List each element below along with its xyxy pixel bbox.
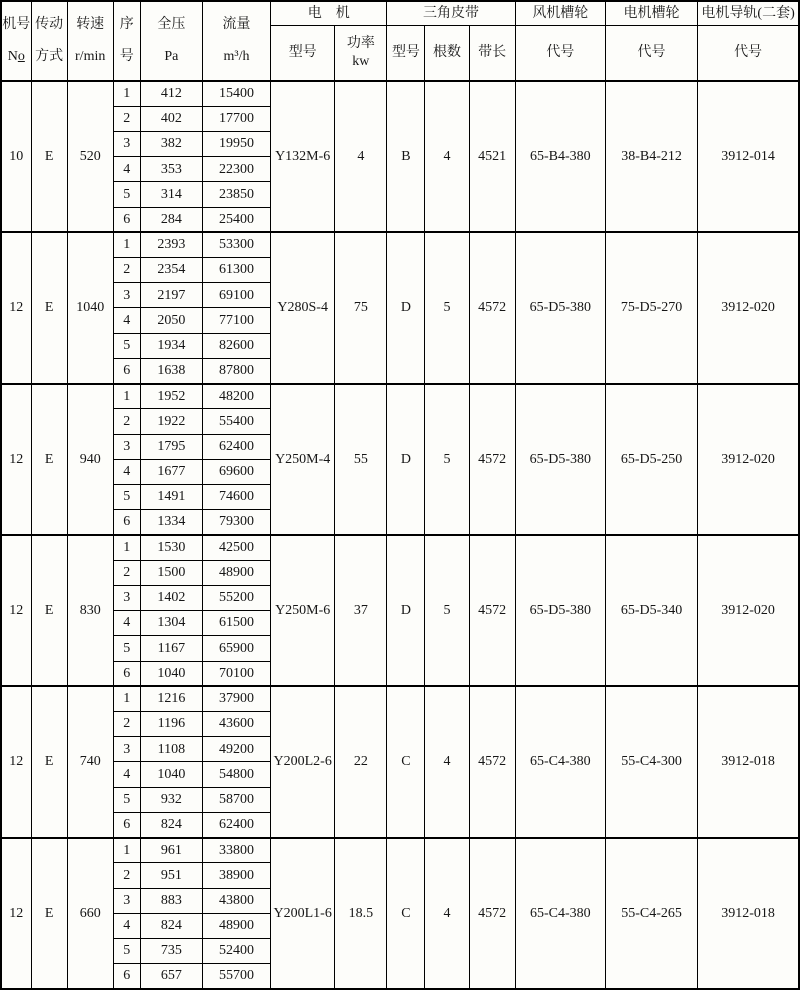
cell-motor-pulley-code: 38-B4-212: [605, 81, 697, 232]
cell-flow: 69100: [202, 283, 270, 308]
cell-speed: 1040: [67, 232, 113, 383]
cell-seq: 2: [113, 863, 140, 888]
cell-flow: 61300: [202, 258, 270, 283]
cell-belt-length: 4572: [469, 686, 515, 837]
cell-seq: 6: [113, 207, 140, 232]
cell-pressure: 1491: [140, 485, 202, 510]
cell-seq: 2: [113, 560, 140, 585]
table-body: [1, 81, 799, 989]
cell-flow: 15400: [202, 81, 270, 106]
cell-fan-pulley-code: 65-C4-380: [515, 838, 605, 989]
cell-seq: 2: [113, 106, 140, 131]
cell-speed: 740: [67, 686, 113, 837]
col-header-seq: 序 号: [113, 1, 140, 81]
cell-seq: 2: [113, 258, 140, 283]
cell-motor-pulley-code: 65-D5-250: [605, 384, 697, 535]
table-row: [1, 838, 799, 863]
cell-flow: 48900: [202, 913, 270, 938]
cell-pressure: 883: [140, 888, 202, 913]
cell-flow: 25400: [202, 207, 270, 232]
cell-seq: 4: [113, 308, 140, 333]
cell-pressure: 1167: [140, 636, 202, 661]
cell-motor-power: 4: [335, 81, 387, 232]
cell-motor-pulley-code: 65-D5-340: [605, 535, 697, 686]
cell-pressure: 412: [140, 81, 202, 106]
cell-seq: 5: [113, 485, 140, 510]
cell-belt-count: 4: [425, 686, 469, 837]
cell-belt-count: 4: [425, 81, 469, 232]
cell-belt-length: 4572: [469, 232, 515, 383]
cell-flow: 74600: [202, 485, 270, 510]
cell-pressure: 314: [140, 182, 202, 207]
cell-seq: 4: [113, 459, 140, 484]
cell-rail-code: 3912-020: [698, 384, 799, 535]
cell-machine-no: 12: [1, 535, 31, 686]
cell-seq: 1: [113, 384, 140, 409]
cell-flow: 38900: [202, 863, 270, 888]
cell-transmission: E: [31, 535, 67, 686]
cell-pressure: 1334: [140, 510, 202, 535]
cell-seq: 3: [113, 131, 140, 156]
cell-rail-code: 3912-020: [698, 232, 799, 383]
cell-pressure: 1922: [140, 409, 202, 434]
cell-machine-no: 12: [1, 686, 31, 837]
col-header-rail-code: 代号: [698, 25, 799, 81]
table-row: [1, 686, 799, 711]
cell-seq: 3: [113, 434, 140, 459]
cell-motor-model: Y132M-6: [271, 81, 335, 232]
col-header-belt-model: 型号: [387, 25, 425, 81]
cell-flow: 37900: [202, 686, 270, 711]
cell-flow: 42500: [202, 535, 270, 560]
cell-machine-no: 12: [1, 838, 31, 989]
cell-belt-model: D: [387, 232, 425, 383]
cell-machine-no: 10: [1, 81, 31, 232]
cell-belt-count: 4: [425, 838, 469, 989]
cell-transmission: E: [31, 838, 67, 989]
cell-seq: 3: [113, 888, 140, 913]
col-header-motor-model: 型号: [271, 25, 335, 81]
cell-flow: 65900: [202, 636, 270, 661]
cell-belt-model: D: [387, 384, 425, 535]
cell-flow: 62400: [202, 434, 270, 459]
cell-flow: 58700: [202, 787, 270, 812]
cell-pressure: 1108: [140, 737, 202, 762]
group-header-fan-pulley: 风机槽轮: [515, 1, 605, 25]
cell-pressure: 2354: [140, 258, 202, 283]
cell-machine-no: 12: [1, 232, 31, 383]
cell-belt-count: 5: [425, 232, 469, 383]
cell-pressure: 2050: [140, 308, 202, 333]
cell-flow: 82600: [202, 333, 270, 358]
cell-flow: 70100: [202, 661, 270, 686]
cell-motor-power: 22: [335, 686, 387, 837]
col-header-fan-pulley-code: 代号: [515, 25, 605, 81]
cell-seq: 1: [113, 686, 140, 711]
cell-flow: 22300: [202, 157, 270, 182]
table-row: [1, 232, 799, 257]
cell-pressure: 382: [140, 131, 202, 156]
cell-fan-pulley-code: 65-B4-380: [515, 81, 605, 232]
cell-pressure: 1638: [140, 358, 202, 383]
cell-flow: 52400: [202, 938, 270, 963]
cell-transmission: E: [31, 686, 67, 837]
cell-seq: 3: [113, 585, 140, 610]
cell-pressure: 1196: [140, 711, 202, 736]
cell-transmission: E: [31, 232, 67, 383]
col-header-belt-count: 根数: [425, 25, 469, 81]
cell-flow: 54800: [202, 762, 270, 787]
cell-rail-code: 3912-020: [698, 535, 799, 686]
cell-flow: 49200: [202, 737, 270, 762]
cell-flow: 77100: [202, 308, 270, 333]
cell-transmission: E: [31, 81, 67, 232]
cell-belt-length: 4572: [469, 535, 515, 686]
cell-seq: 5: [113, 787, 140, 812]
cell-pressure: 1677: [140, 459, 202, 484]
cell-pressure: 1216: [140, 686, 202, 711]
cell-pressure: 961: [140, 838, 202, 863]
cell-pressure: 824: [140, 812, 202, 837]
cell-seq: 5: [113, 333, 140, 358]
cell-transmission: E: [31, 384, 67, 535]
cell-rail-code: 3912-018: [698, 686, 799, 837]
col-header-speed: 转速 r/min: [67, 1, 113, 81]
cell-motor-power: 55: [335, 384, 387, 535]
cell-speed: 830: [67, 535, 113, 686]
cell-seq: 6: [113, 964, 140, 989]
cell-motor-power: 18.5: [335, 838, 387, 989]
cell-pressure: 1952: [140, 384, 202, 409]
cell-pressure: 824: [140, 913, 202, 938]
cell-speed: 520: [67, 81, 113, 232]
cell-rail-code: 3912-014: [698, 81, 799, 232]
cell-motor-pulley-code: 55-C4-265: [605, 838, 697, 989]
cell-seq: 5: [113, 182, 140, 207]
cell-pressure: 284: [140, 207, 202, 232]
cell-motor-model: Y250M-4: [271, 384, 335, 535]
cell-seq: 2: [113, 409, 140, 434]
group-header-motor: 电 机: [271, 1, 387, 25]
col-header-belt-length: 带长: [469, 25, 515, 81]
cell-fan-pulley-code: 65-C4-380: [515, 686, 605, 837]
col-header-transmission: 传动 方式: [31, 1, 67, 81]
cell-seq: 6: [113, 661, 140, 686]
cell-seq: 1: [113, 838, 140, 863]
cell-seq: 1: [113, 232, 140, 257]
cell-belt-model: C: [387, 838, 425, 989]
cell-flow: 43800: [202, 888, 270, 913]
cell-flow: 55700: [202, 964, 270, 989]
cell-belt-model: D: [387, 535, 425, 686]
cell-flow: 87800: [202, 358, 270, 383]
cell-seq: 6: [113, 812, 140, 837]
cell-flow: 55400: [202, 409, 270, 434]
cell-pressure: 402: [140, 106, 202, 131]
cell-pressure: 353: [140, 157, 202, 182]
cell-pressure: 932: [140, 787, 202, 812]
cell-belt-model: C: [387, 686, 425, 837]
cell-belt-model: B: [387, 81, 425, 232]
cell-pressure: 1934: [140, 333, 202, 358]
cell-seq: 4: [113, 913, 140, 938]
table-row: [1, 384, 799, 409]
cell-seq: 3: [113, 737, 140, 762]
col-header-motor-power: 功率 kw: [335, 25, 387, 81]
cell-pressure: 1795: [140, 434, 202, 459]
cell-flow: 23850: [202, 182, 270, 207]
cell-seq: 4: [113, 762, 140, 787]
col-header-flow: 流量 m³/h: [202, 1, 270, 81]
cell-flow: 62400: [202, 812, 270, 837]
cell-pressure: 1040: [140, 661, 202, 686]
cell-flow: 61500: [202, 611, 270, 636]
cell-motor-pulley-code: 55-C4-300: [605, 686, 697, 837]
cell-pressure: 1402: [140, 585, 202, 610]
cell-motor-model: Y280S-4: [271, 232, 335, 383]
cell-motor-model: Y200L1-6: [271, 838, 335, 989]
cell-seq: 4: [113, 157, 140, 182]
cell-pressure: 2197: [140, 283, 202, 308]
cell-seq: 6: [113, 358, 140, 383]
cell-flow: 79300: [202, 510, 270, 535]
cell-seq: 6: [113, 510, 140, 535]
cell-speed: 660: [67, 838, 113, 989]
cell-seq: 5: [113, 938, 140, 963]
cell-seq: 4: [113, 611, 140, 636]
cell-pressure: 1500: [140, 560, 202, 585]
cell-flow: 48200: [202, 384, 270, 409]
cell-seq: 1: [113, 81, 140, 106]
cell-rail-code: 3912-018: [698, 838, 799, 989]
group-header-motor-pulley: 电机槽轮: [605, 1, 697, 25]
cell-seq: 1: [113, 535, 140, 560]
table-row: [1, 535, 799, 560]
cell-flow: 69600: [202, 459, 270, 484]
cell-speed: 940: [67, 384, 113, 535]
col-header-machine-no: 机号 No: [1, 1, 31, 81]
cell-motor-power: 37: [335, 535, 387, 686]
cell-pressure: 1040: [140, 762, 202, 787]
cell-pressure: 2393: [140, 232, 202, 257]
cell-motor-power: 75: [335, 232, 387, 383]
cell-pressure: 1530: [140, 535, 202, 560]
cell-fan-pulley-code: 65-D5-380: [515, 232, 605, 383]
cell-belt-length: 4521: [469, 81, 515, 232]
cell-motor-pulley-code: 75-D5-270: [605, 232, 697, 383]
col-header-pressure: 全压 Pa: [140, 1, 202, 81]
cell-machine-no: 12: [1, 384, 31, 535]
cell-pressure: 657: [140, 964, 202, 989]
cell-seq: 2: [113, 711, 140, 736]
cell-seq: 3: [113, 283, 140, 308]
cell-pressure: 735: [140, 938, 202, 963]
cell-flow: 17700: [202, 106, 270, 131]
cell-pressure: 951: [140, 863, 202, 888]
cell-flow: 53300: [202, 232, 270, 257]
cell-pressure: 1304: [140, 611, 202, 636]
cell-motor-model: Y200L2-6: [271, 686, 335, 837]
cell-belt-length: 4572: [469, 838, 515, 989]
cell-belt-count: 5: [425, 384, 469, 535]
table-row: [1, 81, 799, 106]
cell-seq: 5: [113, 636, 140, 661]
cell-flow: 19950: [202, 131, 270, 156]
cell-belt-count: 5: [425, 535, 469, 686]
cell-flow: 55200: [202, 585, 270, 610]
cell-belt-length: 4572: [469, 384, 515, 535]
cell-motor-model: Y250M-6: [271, 535, 335, 686]
group-header-v-belt: 三角皮带: [387, 1, 515, 25]
cell-flow: 33800: [202, 838, 270, 863]
group-header-motor-rail: 电机导轨(二套): [698, 1, 799, 25]
cell-fan-pulley-code: 65-D5-380: [515, 535, 605, 686]
cell-flow: 48900: [202, 560, 270, 585]
cell-flow: 43600: [202, 711, 270, 736]
cell-fan-pulley-code: 65-D5-380: [515, 384, 605, 535]
col-header-motor-pulley-code: 代号: [605, 25, 697, 81]
table-header: [1, 1, 799, 81]
